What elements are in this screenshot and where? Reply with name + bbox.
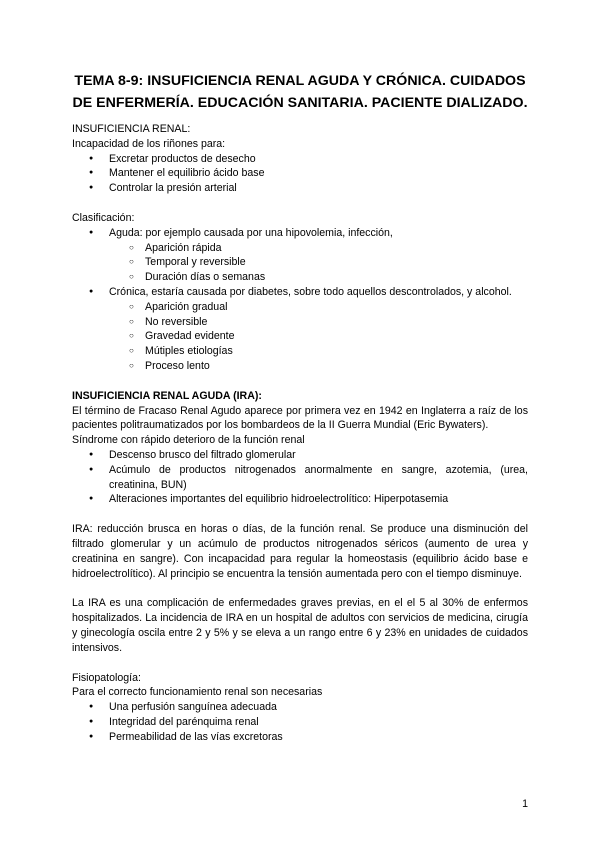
list-item: ● Alteraciones importantes del equilibrio hidroelectrolítico: Hiperpotasemia <box>72 492 528 507</box>
list-item: ● Descenso brusco del filtrado glomerular <box>72 448 528 463</box>
fisio-heading: Fisiopatología: <box>72 671 141 684</box>
ira-paragraph-1b: Síndrome con rápido deterioro de la función renal <box>72 434 305 447</box>
fisio-list <box>72 700 528 744</box>
list-item: ● Controlar la presión arterial <box>72 181 528 196</box>
page-number: 1 <box>522 798 528 810</box>
sub-list-item: ○ No reversible <box>72 315 528 330</box>
intro-lead: Incapacidad de los riñones para: <box>72 137 226 150</box>
ira-paragraph-2: IRA: reducción brusca en horas o días, de la función renal. Se produce una disminución del filtrado glomerular y un acúmulo de productos nitrogenados séricos (aumento de urea y creatinina en sangre). Con incapacidad para regular la homeostasis (equilibrio ácido base e hidroelectrolítico). Al principio se encuentra la tensión aumentada pero con el tiempo disminuye. <box>72 523 528 580</box>
sub-list-item: ○ Mútiples etiologías <box>72 344 528 359</box>
ira-paragraph-1: El término de Fracaso Renal Agudo aparece por primera vez en 1942 en Inglaterra a raíz de los pacientes politraumatizados por los bombardeos de la II Guerra Mundial (Eric Bywaters). <box>72 404 528 432</box>
classification-list <box>72 226 528 374</box>
list-item: ● Permeabilidad de las vías excretoras <box>72 730 528 745</box>
list-item-cronica: ● Crónica, estaría causada por diabetes, sobre todo aquellos descontrolados, y alcohol. <box>72 285 528 300</box>
list-item-aguda: ● Aguda: por ejemplo causada por una hipovolemia, infección, <box>72 226 528 241</box>
ira-heading: INSUFICIENCIA RENAL AGUDA (IRA): <box>72 389 262 402</box>
document-body <box>72 122 528 744</box>
sub-list-item: ○ Temporal y reversible <box>72 255 528 270</box>
list-item: ● Integridad del parénquima renal <box>72 715 528 730</box>
ira-paragraph-3: La IRA es una complicación de enfermedades graves previas, en el el 5 al 30% de enfermos hospitalizados. La incidencia de IRA en un hospital de adultos con servicios de medicina, cirugía y ginecología oscila entre 2 y 5% y se eleva a un rango entre 6 y 23% en unidades de cuidados intensivos. <box>72 597 528 654</box>
list-item: ● Acúmulo de productos nitrogenados anormalmente en sangre, azotemia, (urea, creatinina, BUN) <box>72 463 528 493</box>
title-line-2: DE ENFERMERÍA. EDUCACIÓN SANITARIA. PACIENTE DIALIZADO. <box>72 95 528 111</box>
list-item: ● Una perfusión sanguínea adecuada <box>72 700 528 715</box>
ira-list <box>72 448 528 507</box>
list-item: ● Mantener el equilibrio ácido base <box>72 166 528 181</box>
document-title <box>60 70 540 114</box>
title-line-1: TEMA 8-9: INSUFICIENCIA RENAL AGUDA Y CRÓNICA. CUIDADOS <box>74 73 526 89</box>
list-item: ● Excretar productos de desecho <box>72 152 528 167</box>
sub-list-item: ○ Gravedad evidente <box>72 329 528 344</box>
sub-list-item: ○ Proceso lento <box>72 359 528 374</box>
classification-heading: Clasificación: <box>72 211 135 224</box>
sub-list-item: ○ Aparición gradual <box>72 300 528 315</box>
intro-heading: INSUFICIENCIA RENAL: <box>72 123 191 135</box>
sub-list-item: ○ Duración días o semanas <box>72 270 528 285</box>
fisio-lead: Para el correcto funcionamiento renal son necesarias <box>72 686 323 699</box>
intro-list <box>72 152 528 196</box>
sub-list-item: ○ Aparición rápida <box>72 241 528 256</box>
